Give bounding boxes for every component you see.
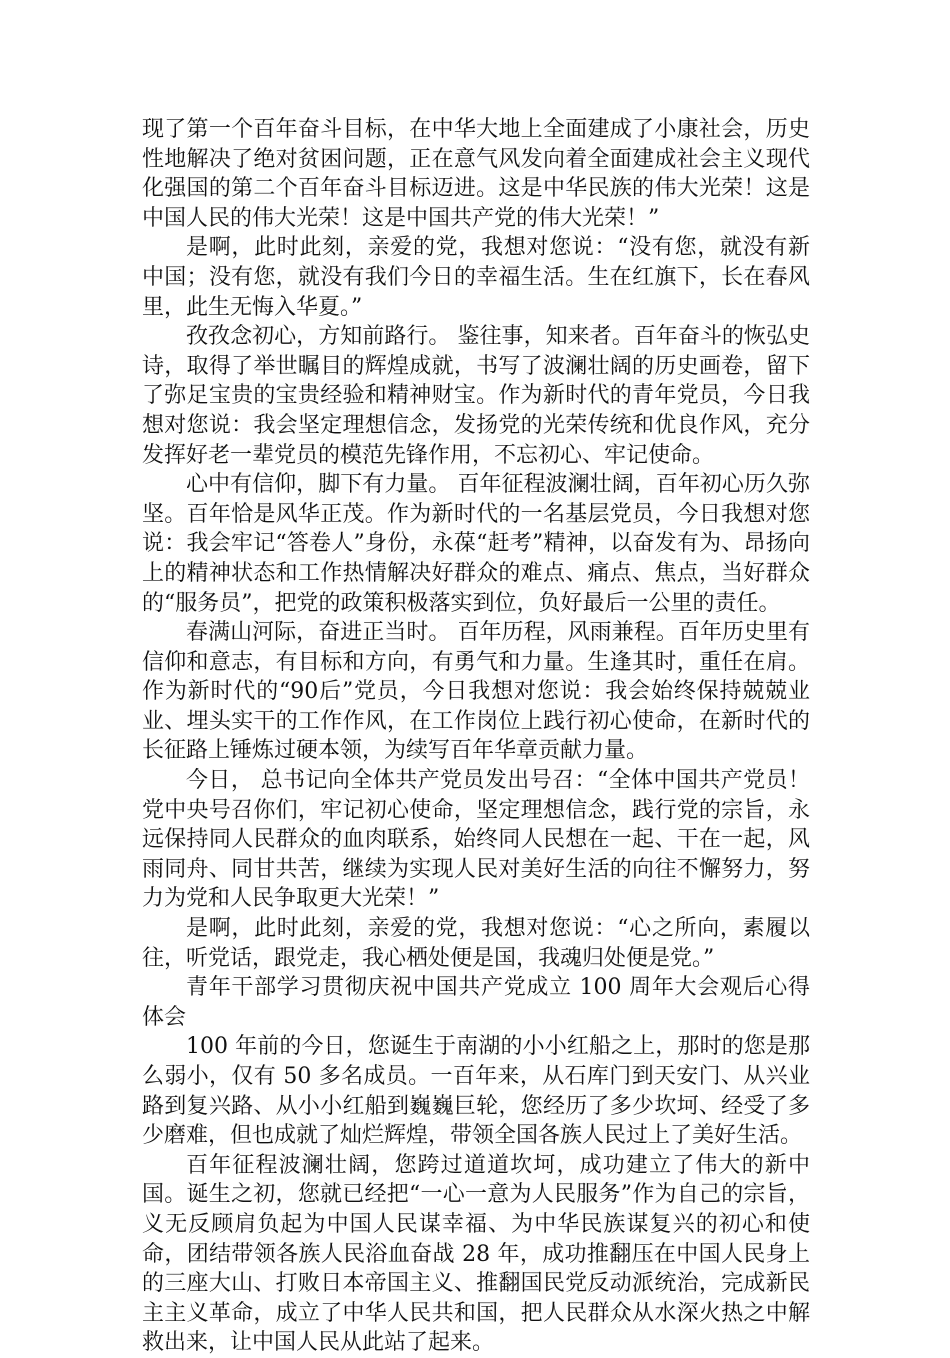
document-body bbox=[142, 115, 810, 1358]
paragraph-continuation: 现了第一个百年奋斗目标，在中华大地上全面建成了小康社会，历史性地解决了绝对贫困问题，正在意气风发向着全面建成社会主义现代化强国的第二个百年奋斗目标迈进。这是中华民族的伟大光荣！这是中国人民的伟大光荣！这是中国共产党的伟大光荣！” bbox=[142, 117, 810, 231]
paragraph: 是啊，此时此刻，亲爱的党，我想对您说：“没有您，就没有新中国；没有您，就没有我们今日的幸福生活。生在红旗下，长在春风里，此生无悔入华夏。” bbox=[142, 235, 810, 320]
paragraph: 春满山河际，奋进正当时。 百年历程，风雨兼程。百年历史里有信仰和意志，有目标和方向，有勇气和力量。生逢其时，重任在肩。作为新时代的“90后”党员，今日我想对您说：我会始终保持兢兢业业、埋头实干的工作作风，在工作岗位上践行初心使命，在新时代的长征路上锤炼过硬本领，为续写百年华章贡献力量。 bbox=[142, 620, 810, 764]
paragraph: 100 年前的今日，您诞生于南湖的小小红船之上，那时的您是那么弱小，仅有 50 多名成员。一百年来，从石库门到天安门、从兴业路到复兴路、从小小红船到巍巍巨轮，您经历了多少坎坷、经受了多少磨难，但也成就了灿烂辉煌，带领全国各族人民过上了美好生活。 bbox=[142, 1034, 810, 1149]
paragraph: 百年征程波澜壮阔，您跨过道道坎坷，成功建立了伟大的新中国。诞生之初，您就已经把“一心一意为人民服务”作为自己的宗旨，义无反顾肩负起为中国人民谋幸福、为中华民族谋复兴的初心和使命，团结带领各族人民浴血奋战 28 年，成功推翻压在中国人民身上的三座大山、打败日本帝国主义、推翻国民党反动派统治，完成新民主主义革命，成立了中华人民共和国，把人民群众从水深火热之中解救出来，让中国人民从此站了起来。 bbox=[142, 1152, 810, 1356]
section-title: 青年干部学习贯彻庆祝中国共产党成立 100 周年大会观后心得体会 bbox=[142, 975, 810, 1030]
paragraph: 心中有信仰，脚下有力量。 百年征程波澜壮阔，百年初心历久弥坚。百年恰是风华正茂。作为新时代的一名基层党员，今日我想对您说：我会牢记“答卷人”身份，永葆“赶考”精神，以奋发有为、昂扬向上的精神状态和工作热情解决好群众的难点、痛点、焦点，当好群众的“服务员”，把党的政策积极落实到位，负好最后一公里的责任。 bbox=[142, 472, 810, 616]
paragraph: 孜孜念初心，方知前路行。 鉴往事，知来者。百年奋斗的恢弘史诗，取得了举世瞩目的辉煌成就，书写了波澜壮阔的历史画卷，留下了弥足宝贵的宝贵经验和精神财宝。作为新时代的青年党员，今日我想对您说：我会坚定理想信念，发扬党的光荣传统和优良作风，充分发挥好老一辈党员的模范先锋作用，不忘初心、牢记使命。 bbox=[142, 324, 810, 468]
paragraph: 今日， 总书记向全体共产党员发出号召：“全体中国共产党员！党中央号召你们，牢记初心使命，坚定理想信念，践行党的宗旨，永远保持同人民群众的血肉联系，始终同人民想在一起、干在一起，风雨同舟、同甘共苦，继续为实现人民对美好生活的向往不懈努力，努力为党和人民争取更大光荣！” bbox=[142, 768, 810, 912]
paragraph: 是啊，此时此刻，亲爱的党，我想对您说：“心之所向，素履以往，听党话，跟党走，我心栖处便是国，我魂归处便是党。” bbox=[142, 916, 810, 971]
